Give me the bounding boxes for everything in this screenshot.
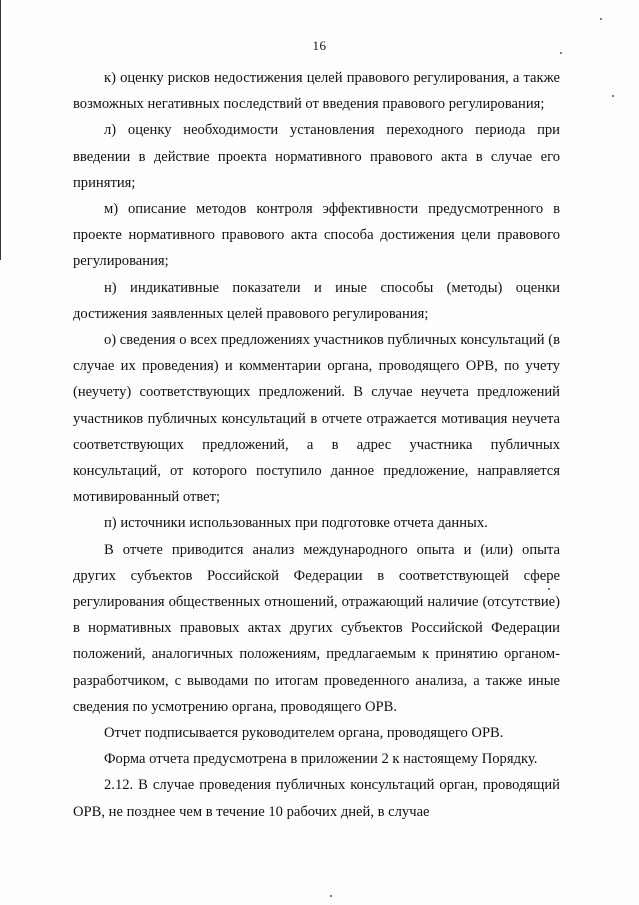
paragraph-item-m: м) описание методов контроля эффективности предусмотренного в проекте нормативного правового акта способа достижения цели правового регулирования;	[73, 201, 560, 270]
paragraph-item-n: н) индикативные показатели и иные способы (методы) оценки достижения заявленных целей правового регулирования;	[73, 279, 560, 322]
scan-speck	[330, 895, 332, 897]
paragraph-form-reference: Форма отчета предусмотрена в приложении 2 к настоящему Порядку.	[104, 751, 538, 768]
paragraph-item-k: к) оценку рисков недостижения целей правового регулирования, а также возможных негативных последствий от введения правового регулирования;	[73, 70, 560, 113]
page-number: 16	[312, 38, 327, 53]
document-body	[73, 65, 560, 825]
paragraph-item-p: п) источники использованных при подготовке отчета данных.	[104, 515, 488, 532]
scan-speck	[612, 95, 614, 97]
paragraph-signature: Отчет подписывается руководителем органа, проводящего ОРВ.	[104, 725, 504, 742]
paragraph-item-o: о) сведения о всех предложениях участников публичных консультаций (в случае их проведения) и комментарии органа, проводящего ОРВ, по учету (неучету) соответствующих предложений. В случае неучета предложений участников публичных консультаций в отчете отражается мотивация неучета соответствующих предложений, а в адрес участника публичных консультаций, от которого поступило данное предложение, направляется мотивированный ответ;	[73, 332, 560, 506]
scan-speck	[600, 18, 602, 20]
paragraph-analysis: В отчете приводится анализ международного опыта и (или) опыта других субъектов Российской Федерации в соответствующей сфере регулирования общественных отношений, отражающий наличие (отсутствие) в нормативных правовых актах других субъектов Российской Федерации положений, аналогичных положениям, предлагаемым к принятию органом-разработчиком, с выводами по итогам проведенного анализа, а также иные сведения по усмотрению органа, проводящего ОРВ.	[73, 541, 560, 715]
paragraph-2-12: 2.12. В случае проведения публичных консультаций орган, проводящий ОРВ, не позднее чем в течение 10 рабочих дней, в случае	[73, 777, 560, 820]
paragraph-item-l: л) оценку необходимости установления переходного периода при введении в действие проекта нормативного правового акта в случае его принятия;	[73, 122, 560, 191]
